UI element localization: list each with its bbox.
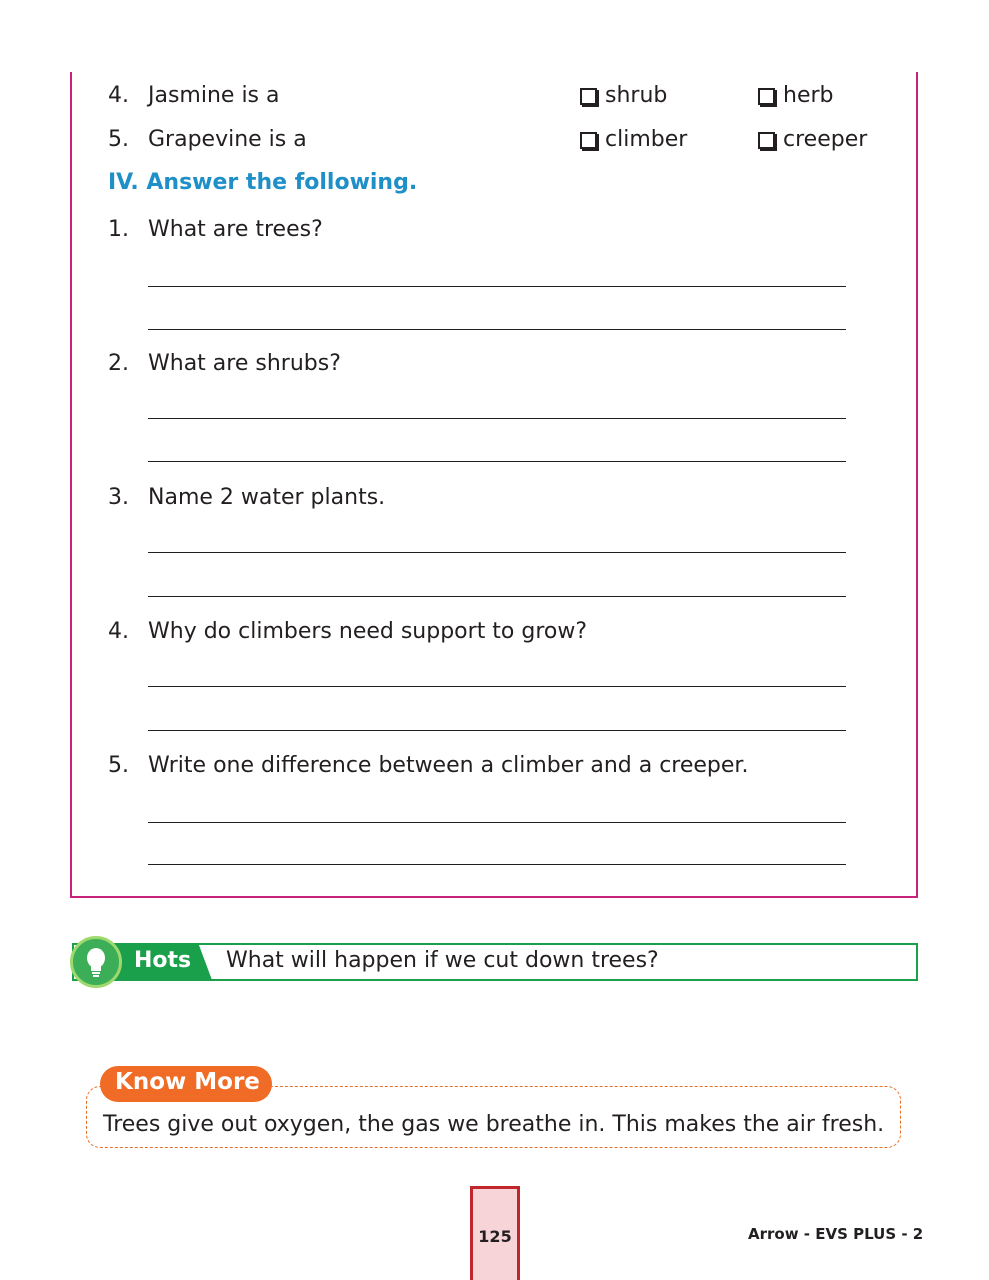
question-number: 2. [108,351,129,376]
question-number: 5. [108,753,129,778]
option-label: creeper [783,127,868,152]
answer-line[interactable] [148,418,846,419]
question-item [108,350,341,378]
question-number: 4. [108,619,129,644]
know-more-text: Trees give out oxygen, the gas we breathe in. This makes the air fresh. [103,1112,885,1137]
option-herb[interactable] [758,82,834,110]
know-more-label: Know More [115,1069,260,1095]
checkbox-icon[interactable] [580,88,597,105]
page-number: 125 [478,1227,512,1246]
answer-line[interactable] [148,286,846,287]
option-label: herb [783,83,834,108]
mcq-number: 4. [108,83,129,108]
checkbox-icon[interactable] [758,88,775,105]
answer-line[interactable] [148,596,846,597]
question-item [108,484,385,512]
answer-line[interactable] [148,864,846,865]
hots-question: What will happen if we cut down trees? [226,948,659,973]
option-creeper[interactable] [758,126,867,154]
answer-line[interactable] [148,552,846,553]
book-title: Arrow - EVS PLUS - 2 [748,1225,924,1243]
checkbox-icon[interactable] [580,132,597,149]
question-item [108,752,748,780]
answer-line[interactable] [148,730,846,731]
option-label: climber [605,127,688,152]
checkbox-icon[interactable] [758,132,775,149]
option-label: shrub [605,83,668,108]
question-item [108,618,587,646]
question-number: 1. [108,217,129,242]
section-heading: IV. Answer the following. [108,170,418,195]
question-text: Name 2 water plants. [148,485,386,510]
mcq-number: 5. [108,127,129,152]
question-item [108,216,323,244]
hots-label: Hots [134,948,192,973]
option-shrub[interactable] [580,82,667,110]
option-climber[interactable] [580,126,687,154]
question-text: Write one difference between a climber and a creeper. [148,753,749,778]
answer-line[interactable] [148,686,846,687]
question-text: Why do climbers need support to grow? [148,619,588,644]
question-number: 3. [108,485,129,510]
lightbulb-icon [80,944,112,980]
answer-line[interactable] [148,329,846,330]
answer-line[interactable] [148,822,846,823]
mcq-statement: Grapevine is a [148,127,307,152]
mcq-statement: Jasmine is a [148,83,280,108]
answer-line[interactable] [148,461,846,462]
question-text: What are trees? [148,217,323,242]
question-text: What are shrubs? [148,351,341,376]
